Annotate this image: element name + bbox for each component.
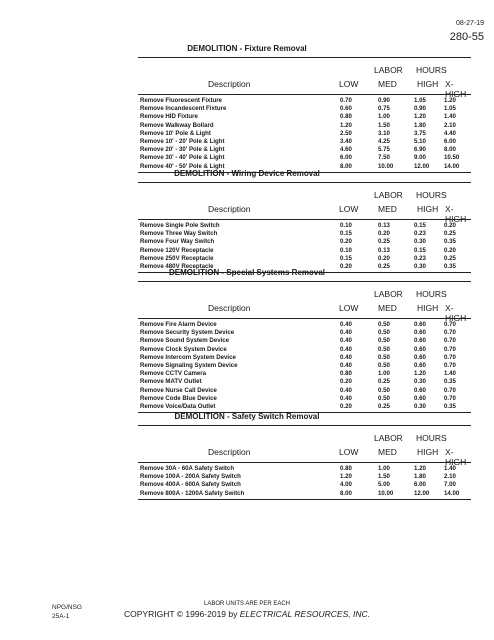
cell-low: 0.40 (340, 329, 352, 337)
cell-xhigh: 1.40 (444, 465, 456, 472)
header-description: Description (208, 79, 251, 89)
cell-xhigh: 8.00 (444, 146, 456, 154)
cell-high: 9.00 (414, 154, 426, 162)
cell-xhigh: 0.20 (444, 246, 456, 254)
table-row (138, 222, 471, 230)
cell-med: 5.00 (378, 481, 390, 489)
cell-med: 4.25 (378, 137, 390, 145)
header-labor: LABOR (374, 190, 403, 200)
cell-description: Remove Voice/Data Outlet (140, 402, 216, 410)
table-row (138, 481, 471, 489)
cell-xhigh: 0.20 (444, 222, 456, 229)
cell-high: 3.75 (414, 129, 426, 137)
table-row (138, 354, 471, 362)
header-low: LOW (339, 79, 359, 89)
labor-table (138, 281, 471, 413)
header-med: MED (378, 447, 397, 457)
header-high: HIGH (417, 79, 439, 89)
table-row (138, 362, 471, 370)
page-date: 08-27-19 (455, 20, 484, 27)
cell-high: 0.15 (414, 222, 426, 229)
header-high: HIGH (417, 303, 439, 313)
table-row (138, 113, 471, 121)
table-header (138, 182, 471, 224)
cell-low: 0.80 (340, 465, 352, 472)
cell-low: 6.00 (340, 154, 352, 162)
cell-xhigh: 2.10 (444, 121, 456, 129)
cell-high: 12.00 (414, 489, 430, 497)
cell-med: 0.50 (378, 386, 390, 394)
cell-high: 0.15 (414, 246, 426, 254)
table-row (138, 370, 471, 378)
cell-med: 1.50 (378, 121, 390, 129)
cell-high: 0.30 (414, 238, 426, 246)
cell-high: 0.23 (414, 254, 426, 262)
cell-low: 0.20 (340, 262, 352, 270)
cell-med: 0.20 (378, 254, 390, 262)
table-body (138, 95, 471, 171)
table-row (138, 146, 471, 154)
cell-xhigh: 14.00 (444, 489, 460, 497)
cell-low: 8.00 (340, 489, 352, 497)
cell-xhigh: 1.40 (444, 370, 456, 378)
cell-xhigh: 0.35 (444, 238, 456, 246)
cell-description: Remove 400A - 600A Safety Switch (140, 481, 241, 489)
cell-med: 0.13 (378, 222, 390, 229)
cell-med: 1.00 (378, 370, 390, 378)
cell-description: Remove Three Way Switch (140, 230, 218, 238)
cell-high: 1.80 (414, 473, 426, 481)
header-xhigh: X-HIGH (445, 447, 467, 467)
cell-high: 1.05 (414, 97, 426, 104)
header-med: MED (378, 204, 397, 214)
cell-high: 6.90 (414, 146, 426, 154)
cell-high: 0.30 (414, 402, 426, 410)
table-row (138, 387, 471, 395)
cell-xhigh: 0.25 (444, 254, 456, 262)
cell-high: 0.60 (414, 394, 426, 402)
cell-low: 0.20 (340, 378, 352, 386)
copyright-prefix: COPYRIGHT © 1996-2019 by (124, 609, 238, 619)
cell-low: 0.10 (340, 246, 352, 254)
header-xhigh: X-HIGH (445, 303, 467, 323)
cell-xhigh: 1.40 (444, 113, 456, 121)
header-med: MED (378, 303, 397, 313)
header-low: LOW (339, 447, 359, 457)
cell-med: 7.50 (378, 154, 390, 162)
table-row (138, 105, 471, 113)
cell-description: Remove 10' - 20' Pole & Light (140, 137, 225, 145)
cell-med: 0.25 (378, 378, 390, 386)
table-row (138, 138, 471, 146)
cell-high: 6.00 (414, 481, 426, 489)
cell-xhigh: 0.35 (444, 262, 456, 270)
labor-table (138, 57, 471, 173)
cell-high: 0.60 (414, 386, 426, 394)
cell-description: Remove Incandescent Fixture (140, 105, 227, 113)
cell-med: 0.50 (378, 337, 390, 345)
cell-description: Remove Signaling System Device (140, 361, 238, 369)
cell-high: 0.60 (414, 321, 426, 328)
header-labor: LABOR (374, 65, 403, 75)
header-description: Description (208, 447, 251, 457)
header-xhigh: X-HIGH (445, 79, 467, 99)
cell-med: 1.00 (378, 113, 390, 121)
header-hours: HOURS (416, 433, 447, 443)
cell-low: 0.80 (340, 113, 352, 121)
cell-xhigh: 10.50 (444, 154, 460, 162)
cell-description: Remove Intercom System Device (140, 353, 236, 361)
cell-xhigh: 14.00 (444, 162, 460, 170)
cell-low: 0.40 (340, 361, 352, 369)
cell-description: Remove Fire Alarm Device (140, 321, 217, 328)
cell-med: 0.25 (378, 238, 390, 246)
table-row (138, 337, 471, 345)
cell-med: 0.90 (378, 97, 390, 104)
table-bottom-rule (138, 499, 471, 500)
cell-med: 0.75 (378, 105, 390, 113)
cell-description: Remove 40' - 50' Pole & Light (140, 162, 225, 170)
cell-description: Remove Four Way Switch (140, 238, 215, 246)
cell-high: 1.80 (414, 121, 426, 129)
labor-table (138, 182, 471, 273)
cell-xhigh: 0.35 (444, 402, 456, 410)
header-hours: HOURS (416, 289, 447, 299)
cell-low: 0.40 (340, 337, 352, 345)
cell-description: Remove 20' - 30' Pole & Light (140, 146, 225, 154)
cell-xhigh: 0.70 (444, 337, 456, 345)
section-title: DEMOLITION - Special Systems Removal (168, 268, 326, 277)
section-title: DEMOLITION - Fixture Removal (187, 44, 307, 53)
cell-description: Remove Nurse Call Device (140, 386, 217, 394)
cell-med: 0.50 (378, 345, 390, 353)
header-low: LOW (339, 303, 359, 313)
header-hours: HOURS (416, 190, 447, 200)
cell-description: Remove 10' Pole & Light (140, 129, 211, 137)
cell-description: Remove 120V Receptacle (140, 246, 214, 254)
cell-med: 0.20 (378, 230, 390, 238)
header-description: Description (208, 303, 251, 313)
cell-high: 0.60 (414, 361, 426, 369)
cell-med: 1.50 (378, 473, 390, 481)
cell-low: 0.40 (340, 321, 352, 328)
table-body (138, 319, 471, 411)
cell-xhigh: 0.70 (444, 345, 456, 353)
header-labor: LABOR (374, 433, 403, 443)
header-high: HIGH (417, 447, 439, 457)
cell-high: 0.60 (414, 329, 426, 337)
cell-xhigh: 0.70 (444, 386, 456, 394)
footer-copyright (0, 609, 494, 619)
cell-xhigh: 0.25 (444, 230, 456, 238)
table-row (138, 238, 471, 246)
table-row (138, 378, 471, 386)
table-row (138, 321, 471, 329)
cell-low: 8.00 (340, 162, 352, 170)
cell-xhigh: 7.00 (444, 481, 456, 489)
cell-med: 1.00 (378, 465, 390, 472)
cell-high: 1.20 (414, 113, 426, 121)
table-row (138, 130, 471, 138)
cell-low: 0.40 (340, 345, 352, 353)
table-row (138, 403, 471, 411)
table-header (138, 57, 471, 99)
cell-high: 0.23 (414, 230, 426, 238)
cell-description: Remove Single Pole Switch (140, 222, 220, 229)
cell-med: 0.50 (378, 353, 390, 361)
cell-low: 0.40 (340, 394, 352, 402)
header-hours: HOURS (416, 65, 447, 75)
header-med: MED (378, 79, 397, 89)
table-row (138, 97, 471, 105)
table-header (138, 425, 471, 467)
cell-high: 1.20 (414, 370, 426, 378)
cell-high: 0.60 (414, 353, 426, 361)
table-row (138, 230, 471, 238)
cell-low: 4.60 (340, 146, 352, 154)
cell-low: 0.40 (340, 353, 352, 361)
cell-med: 3.10 (378, 129, 390, 137)
table-body (138, 220, 471, 271)
cell-med: 0.25 (378, 262, 390, 270)
cell-low: 0.40 (340, 386, 352, 394)
cell-xhigh: 0.70 (444, 353, 456, 361)
table-row (138, 154, 471, 162)
copyright-company: ELECTRICAL RESOURCES, INC. (239, 609, 370, 619)
cell-xhigh: 2.10 (444, 473, 456, 481)
cell-xhigh: 0.70 (444, 321, 456, 328)
cell-xhigh: 6.00 (444, 137, 456, 145)
cell-high: 0.60 (414, 337, 426, 345)
cell-high: 0.30 (414, 262, 426, 270)
cell-description: Remove Clock System Device (140, 345, 227, 353)
cell-low: 0.70 (340, 97, 352, 104)
cell-med: 10.00 (378, 162, 394, 170)
cell-med: 0.13 (378, 246, 390, 254)
table-row (138, 465, 471, 473)
cell-low: 0.15 (340, 230, 352, 238)
cell-low: 1.20 (340, 121, 352, 129)
cell-high: 12.00 (414, 162, 430, 170)
cell-description: Remove MATV Outlet (140, 378, 202, 386)
cell-xhigh: 0.70 (444, 361, 456, 369)
cell-description: Remove 800A - 1200A Safety Switch (140, 489, 245, 497)
table-header (138, 281, 471, 323)
cell-description: Remove 30A - 60A Safety Switch (140, 465, 235, 472)
cell-low: 1.20 (340, 473, 352, 481)
footer-note: LABOR UNITS ARE PER EACH (203, 601, 291, 607)
header-low: LOW (339, 204, 359, 214)
section-title: DEMOLITION - Wiring Device Removal (174, 169, 320, 178)
cell-xhigh: 4.40 (444, 129, 456, 137)
header-description: Description (208, 204, 251, 214)
header-xhigh: X-HIGH (445, 204, 467, 224)
cell-low: 0.60 (340, 105, 352, 113)
cell-description: Remove 30' - 40' Pole & Light (140, 154, 225, 162)
table-row (138, 329, 471, 337)
cell-description: Remove Code Blue Device (140, 394, 217, 402)
table-row (138, 247, 471, 255)
cell-med: 0.50 (378, 329, 390, 337)
cell-low: 4.00 (340, 481, 352, 489)
cell-high: 1.20 (414, 465, 426, 472)
table-row (138, 255, 471, 263)
page-number: 280-55 (449, 31, 484, 43)
cell-med: 0.50 (378, 361, 390, 369)
cell-high: 0.60 (414, 345, 426, 353)
cell-description: Remove CCTV Camera (140, 370, 207, 378)
table-row (138, 346, 471, 354)
header-high: HIGH (417, 204, 439, 214)
table-row (138, 490, 471, 498)
cell-description: Remove 480V Receptacle (140, 262, 214, 270)
cell-med: 10.00 (378, 489, 394, 497)
cell-high: 0.30 (414, 378, 426, 386)
cell-xhigh: 0.35 (444, 378, 456, 386)
cell-med: 0.25 (378, 402, 390, 410)
cell-description: Remove Fluorescent Fixture (140, 97, 222, 104)
cell-low: 0.20 (340, 238, 352, 246)
cell-description: Remove Sound System Device (140, 337, 230, 345)
cell-xhigh: 1.20 (444, 97, 456, 104)
cell-low: 0.10 (340, 222, 352, 229)
cell-med: 5.75 (378, 146, 390, 154)
section-title: DEMOLITION - Safety Switch Removal (174, 412, 320, 421)
cell-high: 5.10 (414, 137, 426, 145)
cell-xhigh: 1.05 (444, 105, 456, 113)
cell-description: Remove Walkway Bollard (140, 121, 214, 129)
cell-xhigh: 0.70 (444, 329, 456, 337)
cell-low: 0.20 (340, 402, 352, 410)
footer-left-line2: 25A-1 (52, 613, 70, 620)
cell-description: Remove Security System Device (140, 329, 235, 337)
labor-table (138, 425, 471, 500)
footer-left-line1: NPG/NSG (52, 604, 82, 611)
table-row (138, 473, 471, 481)
header-labor: LABOR (374, 289, 403, 299)
cell-high: 0.90 (414, 105, 426, 113)
cell-description: Remove HID Fixture (140, 113, 198, 121)
cell-xhigh: 0.70 (444, 394, 456, 402)
cell-low: 0.80 (340, 370, 352, 378)
cell-low: 3.40 (340, 137, 352, 145)
table-body (138, 463, 471, 498)
cell-low: 2.50 (340, 129, 352, 137)
cell-low: 0.15 (340, 254, 352, 262)
table-row (138, 395, 471, 403)
cell-description: Remove 100A - 200A Safety Switch (140, 473, 241, 481)
cell-description: Remove 250V Receptacle (140, 254, 214, 262)
cell-med: 0.50 (378, 394, 390, 402)
table-row (138, 122, 471, 130)
cell-med: 0.50 (378, 321, 390, 328)
